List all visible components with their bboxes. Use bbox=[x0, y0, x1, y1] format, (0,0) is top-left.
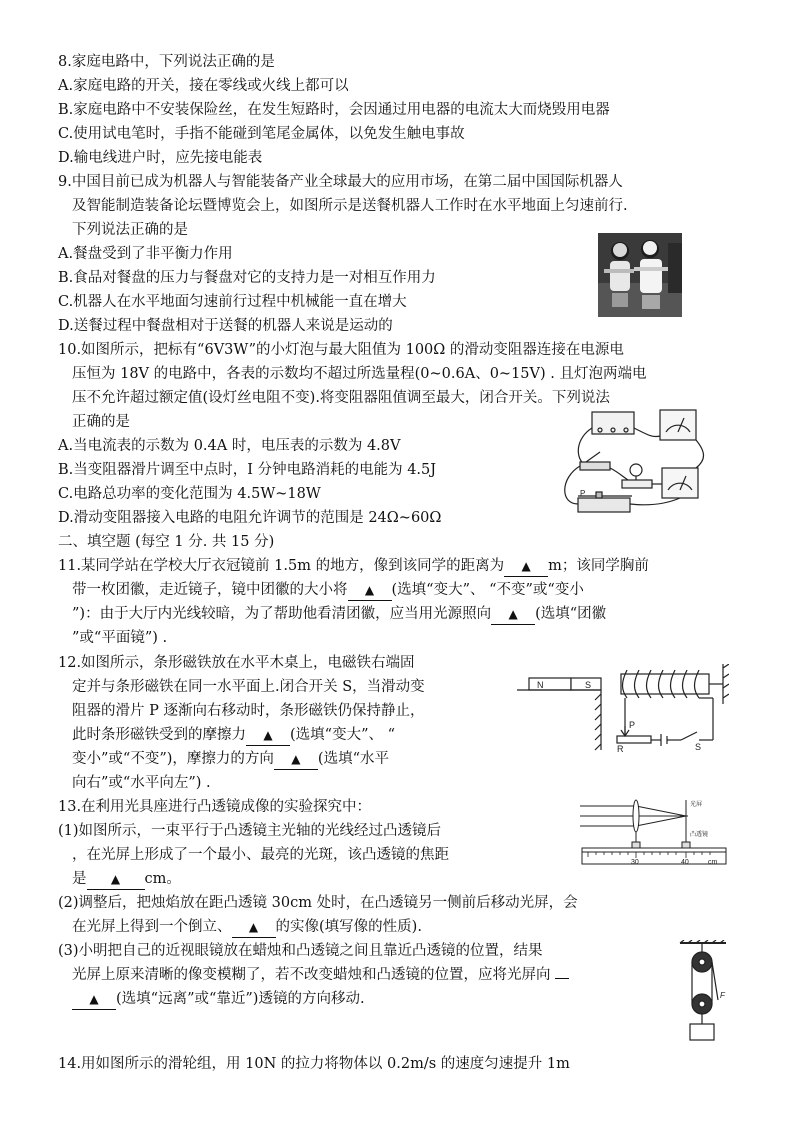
q11-line2-b: (选填“变大”、 “不变”或“变小 bbox=[391, 582, 584, 598]
q12-line3: 阻器的滑片 P 逐渐向右移动时，条形磁铁仍保持静止， bbox=[72, 703, 425, 719]
q13-line4 bbox=[72, 869, 181, 890]
q10-option-a: A.当电流表的示数为 0.4A 时，电压表的示数为 4.8V bbox=[58, 438, 401, 454]
q11-line1 bbox=[58, 556, 649, 577]
q8-option-b: B.家庭电路中不安装保险丝，在发生短路时，会因通过用电器的电流太大而烧毁用电器 bbox=[58, 102, 610, 118]
q11-line3-a: ”)：由于大厅内光线较暗，为了帮助他看清团徽，应当用光源照向 bbox=[72, 606, 492, 622]
q12-blank-1[interactable] bbox=[246, 725, 290, 746]
tick-40-label: 40 bbox=[681, 859, 689, 866]
optical-bench-figure bbox=[578, 796, 728, 870]
q12-line1: 12.如图所示，条形磁铁放在水平木桌上，电磁铁右端固 bbox=[58, 655, 415, 671]
tick-30-label: 30 bbox=[631, 859, 639, 866]
q12-line6: 向右”或“水平向左”) . bbox=[72, 775, 211, 791]
q10-option-b: B.当变阻器滑片调至中点时，I 分钟电路消耗的电能为 4.5J bbox=[58, 462, 437, 478]
q10-option-d: D.滑动变阻器接入电路的电阻允许调节的范围是 24Ω~60Ω bbox=[58, 510, 442, 526]
q9-option-b: B.食品对餐盘的压力与餐盘对它的支持力是一对相互作用力 bbox=[58, 270, 436, 286]
switch-s-label: S bbox=[695, 742, 702, 752]
slider-p-label: P bbox=[629, 720, 636, 730]
q11-line4: ”或“平面镜”) . bbox=[72, 630, 168, 646]
q11-line3 bbox=[72, 604, 606, 625]
q13-line4-a: 是 bbox=[72, 871, 87, 887]
magnet-n-label: N bbox=[537, 680, 544, 690]
q13-line2: (1)如图所示，一束平行于凸透镜主光轴的光线经过凸透镜后 bbox=[58, 823, 442, 839]
q11-line1-b: m；该同学胸前 bbox=[548, 558, 649, 574]
q13-line1: 13.在利用光具座进行凸透镜成像的实验探究中： bbox=[58, 799, 372, 815]
blank-marker: ▲ bbox=[291, 752, 301, 766]
q13-line3: ，在光屏上形成了一个最小、最亮的光斑，该凸透镜的焦距 bbox=[72, 847, 449, 863]
q11-blank-1[interactable] bbox=[504, 556, 548, 577]
q12-line4 bbox=[72, 725, 395, 746]
robot-photo bbox=[598, 233, 682, 317]
q11-line2 bbox=[72, 580, 584, 601]
screen-label: 光屏 bbox=[690, 802, 703, 808]
q14-line1: 14.用如图所示的滑轮组，用 10N 的拉力将物体以 0.2m/s 的速度匀速提升 1m bbox=[58, 1056, 570, 1072]
blank-marker: ▲ bbox=[521, 559, 531, 573]
q13-blank-3-start[interactable] bbox=[555, 978, 569, 979]
q12-blank-2[interactable] bbox=[274, 749, 318, 770]
q10-stem-line4: 正确的是 bbox=[72, 414, 130, 430]
q13-line7: (3)小明把自己的近视眼镜放在蜡烛和凸透镜之间且靠近凸透镜的位置，结果 bbox=[58, 943, 543, 959]
q13-line8-a: 光屏上原来清晰的像变模糊了，若不改变蜡烛和凸透镜的位置，应将光屏向 bbox=[72, 967, 551, 983]
q9-stem-line3: 下列说法正确的是 bbox=[72, 222, 188, 238]
q12-line2: 定并与条形磁铁在同一水平面上.闭合开关 S，当滑动变 bbox=[72, 679, 425, 695]
blank-marker: ▲ bbox=[364, 583, 375, 597]
q8-option-a: A.家庭电路的开关，接在零线或火线上都可以 bbox=[58, 78, 349, 94]
q10-option-c: C.电路总功率的变化范围为 4.5W~18W bbox=[58, 486, 321, 502]
q13-blank-2[interactable] bbox=[232, 917, 276, 938]
q13-blank-3[interactable] bbox=[72, 989, 116, 1010]
q9-option-c: C.机器人在水平地面匀速前行过程中机械能一直在增大 bbox=[58, 294, 407, 310]
lens-label: 凸透镜 bbox=[690, 832, 709, 838]
pulley-figure bbox=[676, 940, 730, 1046]
q8-option-d: D.输电线进户时，应先接电能表 bbox=[58, 150, 263, 166]
blank-marker: ▲ bbox=[110, 872, 121, 886]
q12-line5-b: (选填“水平 bbox=[317, 751, 389, 767]
electromagnet-figure bbox=[517, 664, 729, 752]
pulley-f-label: F bbox=[720, 991, 725, 1000]
circuit-figure bbox=[556, 408, 712, 526]
q13-line4-b: cm。 bbox=[144, 871, 181, 887]
blank-marker: ▲ bbox=[89, 992, 99, 1006]
q11-line2-a: 带一枚团徽，走近镜子，镜中团徽的大小将 bbox=[72, 582, 348, 598]
unit-cm-label: cm bbox=[708, 859, 718, 866]
q13-line9 bbox=[72, 989, 365, 1010]
q13-line6 bbox=[72, 917, 422, 938]
q12-line5 bbox=[72, 749, 389, 770]
q10-stem-line2: 压恒为 18V 的电路中，各表的示数均不超过所选量程(0~0.6A、0~15V) . 且灯泡两端电 bbox=[72, 366, 647, 382]
q11-blank-2[interactable] bbox=[348, 580, 392, 601]
q11-line1-a: 11.某同学站在学校大厅衣冠镜前 1.5m 的地方，像到该同学的距离为 bbox=[58, 558, 505, 574]
q13-line6-a: 在光屏上得到一个倒立、 bbox=[72, 919, 232, 935]
q9-stem-line1: 9.中国目前已成为机器人与智能装备产业全球最大的应用市场，在第二届中国国际机器人 bbox=[58, 174, 623, 190]
q12-line4-b: (选填“变大”、 “ bbox=[290, 727, 396, 743]
blank-marker: ▲ bbox=[508, 607, 518, 621]
q11-blank-3[interactable] bbox=[491, 604, 535, 625]
q9-stem-line2: 及智能制造装备论坛暨博览会上，如图所示是送餐机器人工作时在水平地面上匀速前行. bbox=[72, 198, 628, 214]
q8-stem: 8.家庭电路中，下列说法正确的是 bbox=[58, 54, 275, 70]
q8-option-c: C.使用试电笔时，手指不能碰到笔尾金属体，以免发生触电事故 bbox=[58, 126, 465, 142]
q11-line3-b: (选填“团徽 bbox=[535, 606, 607, 622]
q12-line4-a: 此时条形磁铁受到的摩擦力 bbox=[72, 727, 246, 743]
q13-line9-b: (选填“远离”或“靠近”)透镜的方向移动. bbox=[116, 991, 365, 1007]
q9-option-a: A.餐盘受到了非平衡力作用 bbox=[58, 246, 233, 262]
blank-marker: ▲ bbox=[248, 920, 259, 934]
section-2-heading: 二、填空题 (每空 1 分. 共 15 分) bbox=[58, 534, 275, 550]
magnet-s-label: S bbox=[585, 680, 592, 690]
q13-line6-b: 的实像(填写像的性质). bbox=[275, 919, 422, 935]
blank-marker: ▲ bbox=[263, 728, 273, 742]
rheostat-r-label: R bbox=[617, 744, 624, 752]
q9-option-d: D.送餐过程中餐盘相对于送餐的机器人来说是运动的 bbox=[58, 318, 393, 334]
q10-stem-line3: 压不允许超过额定值(设灯丝电阻不变).将变阻器阻值调至最大，闭合开关。下列说法 bbox=[72, 390, 610, 406]
q13-line5: (2)调整后，把烛焰放在距凸透镜 30cm 处时，在凸透镜另一侧前后移动光屏，会 bbox=[58, 895, 578, 911]
circuit-p-label: P bbox=[580, 489, 586, 498]
q13-blank-1[interactable] bbox=[87, 869, 145, 890]
q13-line8 bbox=[72, 965, 569, 985]
q12-line5-a: 变小”或“不变”)，摩擦力的方向 bbox=[72, 751, 274, 767]
q10-stem-line1: 10.如图所示，把标有“6V3W”的小灯泡与最大阻值为 100Ω 的滑动变阻器连接在电源电 bbox=[58, 342, 624, 358]
